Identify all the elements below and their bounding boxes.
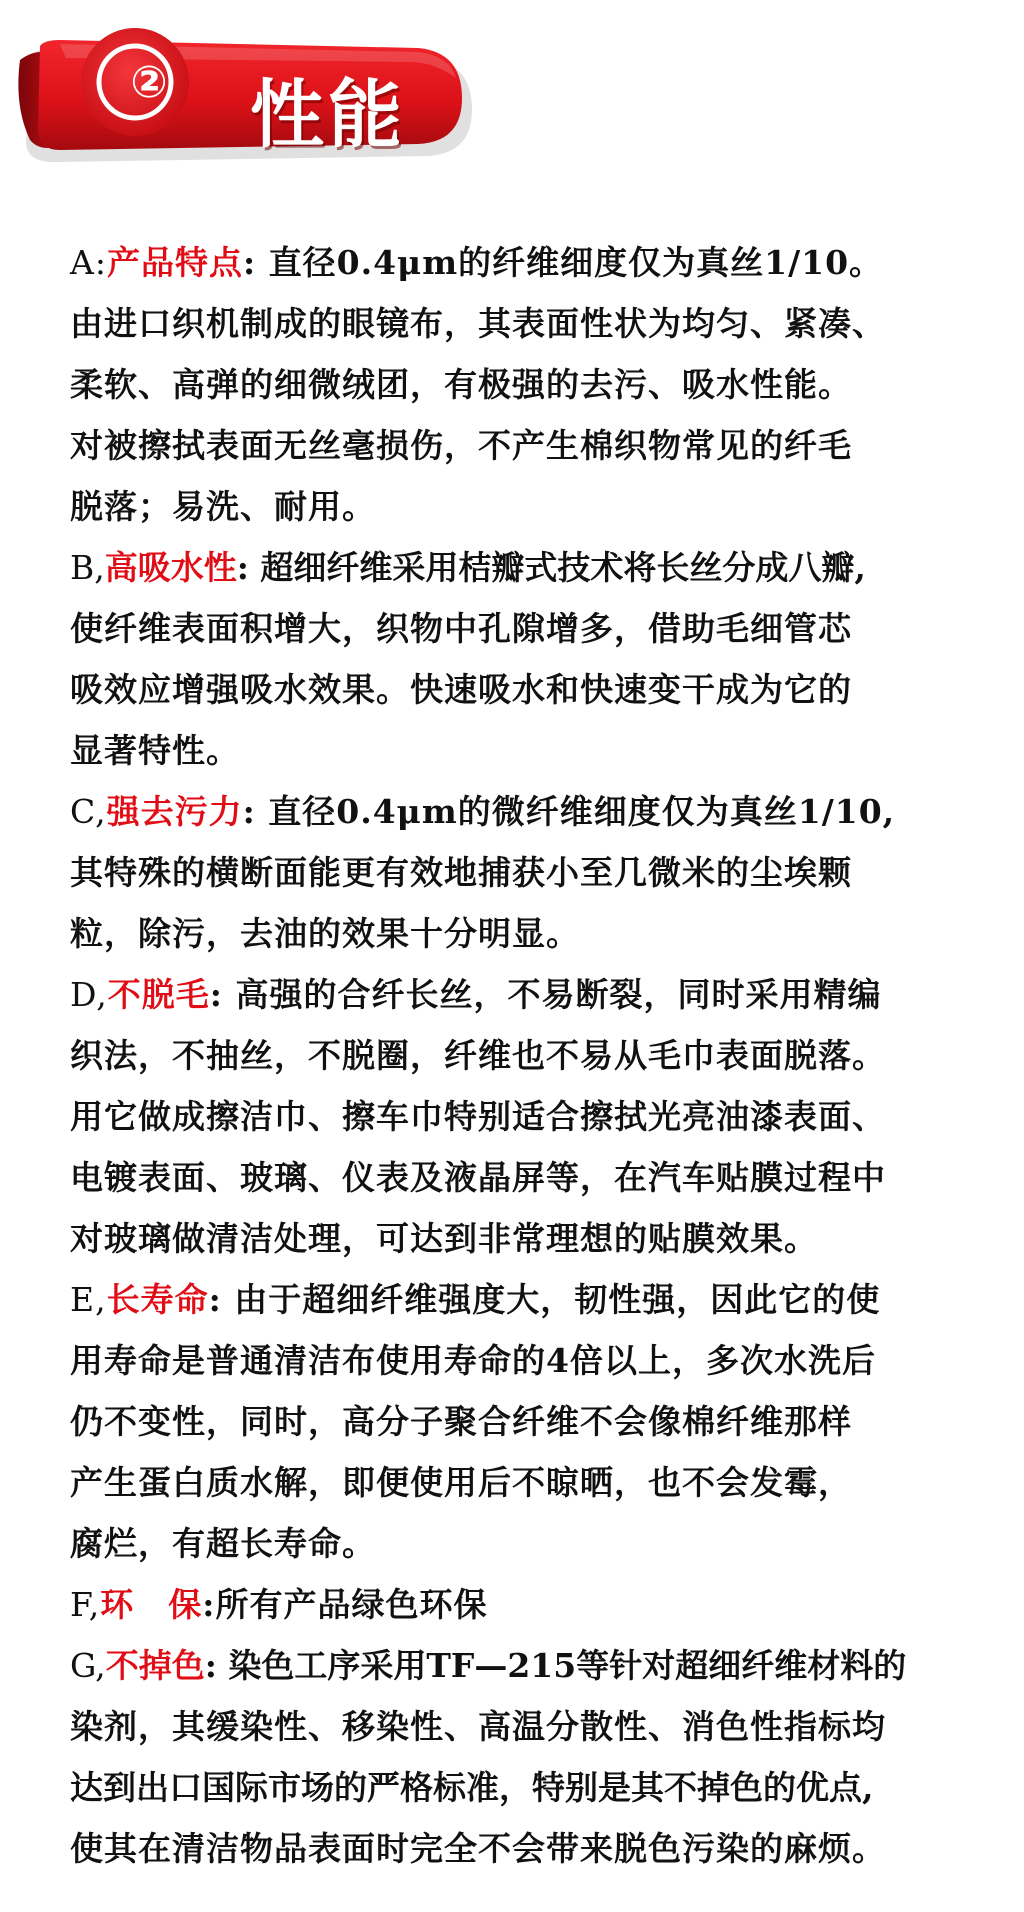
paragraph-g-line-1 [70, 1635, 1015, 1696]
paragraph-a-line-3: 柔软、高弹的细微绒团，有极强的去污、吸水性能。 [70, 365, 852, 404]
item-text: 高强的合纤长丝，不易断裂，同时采用精编 [222, 975, 882, 1014]
item-text: 染色工序采用TF—215等针对超细纤维材料的 [216, 1646, 907, 1685]
item-letter: F, [70, 1585, 101, 1624]
paragraph-e-line-1 [70, 1269, 1015, 1330]
item-keyword: 高吸水性 [104, 548, 237, 587]
paragraph-e-line-3: 仍不变性，同时，高分子聚合纤维不会像棉纤维那样 [70, 1402, 852, 1441]
paragraph-d-line-1 [70, 964, 1015, 1025]
item-colon: : [236, 548, 249, 587]
paragraph-b-line-1 [70, 537, 1015, 598]
item-letter: C, [70, 792, 107, 831]
ribbon-banner-icon [14, 16, 484, 166]
item-keyword: 强去污力 [106, 792, 243, 831]
item-colon: : [209, 975, 223, 1014]
paragraph-d-line-5: 对玻璃做清洁处理，可达到非常理想的贴膜效果。 [70, 1219, 818, 1258]
paragraph-c-line-1 [70, 781, 1015, 842]
item-keyword: 不掉色 [105, 1646, 205, 1685]
paragraph-e-line-2: 用寿命是普通清洁布使用寿命的4倍以上，多次水洗后 [70, 1341, 876, 1380]
item-text: 直径0.4μm的微纤维细度仅为真丝1/10, [255, 792, 896, 831]
paragraph-g-line-4: 使其在清洁物品表面时完全不会带来脱色污染的麻烦。 [70, 1829, 886, 1868]
paragraph-a-line-1 [70, 232, 1015, 293]
paragraph-b-line-4: 显著特性。 [70, 731, 240, 770]
item-keyword: 长寿命 [106, 1280, 209, 1319]
item-colon: : [242, 792, 256, 831]
item-text: 所有产品绿色环保 [215, 1585, 488, 1624]
item-keyword: 产品特点 [106, 243, 243, 282]
paragraph-b-line-2: 使纤维表面积增大，织物中孔隙增多，借助毛细管芯 [70, 609, 852, 648]
item-text: 直径0.4μm的纤维细度仅为真丝1/10。 [256, 243, 884, 282]
section-header [14, 16, 484, 166]
paragraph-d-line-3: 用它做成擦洁巾、擦车巾特别适合擦拭光亮油漆表面、 [70, 1097, 886, 1136]
item-colon: : [208, 1280, 222, 1319]
item-colon: : [242, 243, 257, 282]
item-letter: A: [70, 243, 107, 282]
paragraph-f-line-1 [70, 1574, 1015, 1635]
item-letter: G, [70, 1646, 106, 1685]
paragraph-a-line-2: 由进口织机制成的眼镜布，其表面性状为均匀、紧凑、 [70, 304, 886, 343]
paragraph-a-line-4: 对被擦拭表面无丝毫损伤，不产生棉织物常见的纤毛 [70, 426, 852, 465]
paragraph-b-line-3: 吸效应增强吸水效果。快速吸水和快速变干成为它的 [70, 670, 852, 709]
item-colon: : [202, 1585, 216, 1624]
paragraph-e-line-5: 腐烂，有超长寿命。 [70, 1524, 376, 1563]
paragraph-d-line-4: 电镀表面、玻璃、仪表及液晶屏等，在汽车贴膜过程中 [70, 1158, 886, 1197]
paragraph-a-line-5: 脱落；易洗、耐用。 [70, 487, 376, 526]
paragraph-d-line-2: 织法，不抽丝，不脱圈，纤维也不易从毛巾表面脱落。 [70, 1036, 886, 1075]
item-keyword: 环 保 [100, 1585, 203, 1624]
paragraph-c-line-2: 其特殊的横断面能更有效地捕获小至几微米的尘埃颗 [70, 853, 852, 892]
item-letter: D, [70, 975, 108, 1014]
paragraph-c-line-3: 粒，除污，去油的效果十分明显。 [70, 914, 580, 953]
section-number: ② [130, 57, 168, 108]
item-letter: B, [70, 548, 105, 587]
item-text: 超细纤维采用桔瓣式技术将长丝分成八瓣, [248, 548, 866, 587]
item-keyword: 不脱毛 [107, 975, 210, 1014]
paragraph-e-line-4: 产生蛋白质水解，即便使用后不晾晒，也不会发霉， [70, 1463, 852, 1502]
item-text: 由于超细纤维强度大，韧性强，因此它的使 [221, 1280, 881, 1319]
section-title: 性能 [250, 72, 406, 158]
paragraph-g-line-2: 染剂，其缓染性、移染性、高温分散性、消色性指标均 [70, 1707, 886, 1746]
item-colon: : [204, 1646, 217, 1685]
performance-description [70, 232, 1015, 1879]
paragraph-g-line-3: 达到出口国际市场的严格标准，特别是其不掉色的优点, [70, 1768, 874, 1807]
item-letter: E, [70, 1280, 107, 1319]
